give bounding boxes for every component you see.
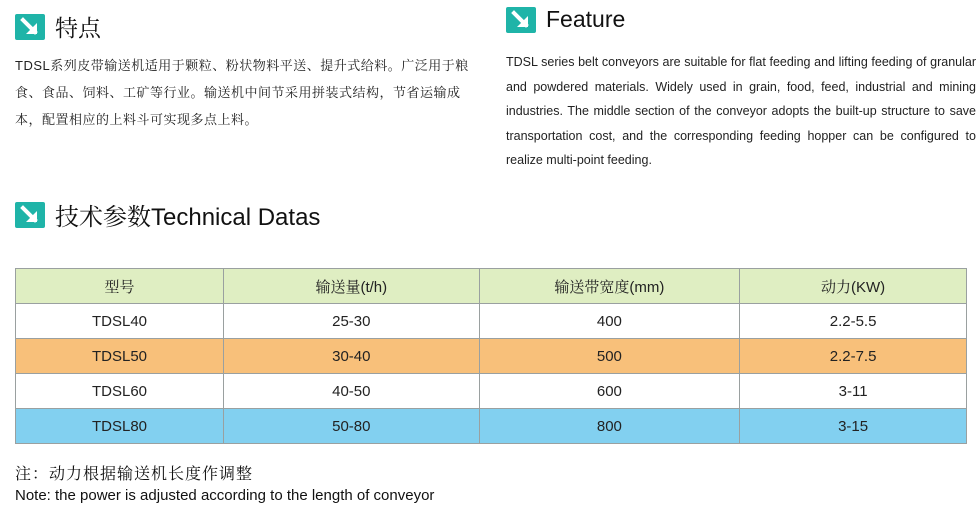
cell-belt-width: 800 (479, 409, 740, 444)
features-heading (15, 10, 101, 43)
header-model: 型号 (16, 269, 224, 304)
feature-heading-en (506, 6, 625, 33)
cell-model: TDSL80 (16, 409, 224, 444)
cell-power: 2.2-7.5 (740, 339, 967, 374)
note-en: Note: the power is adjusted according to the length of conveyor (15, 487, 435, 504)
note (15, 464, 434, 506)
cell-capacity: 50-80 (224, 409, 480, 444)
cell-power: 3-11 (740, 374, 967, 409)
cell-model: TDSL50 (16, 339, 224, 374)
features-text-cn: TDSL系列皮带输送机适用于颗粒、粉状物料平送、提升式给料。广泛用于粮食、食品、饲料、工矿等行业。输送机中间节采用拼装式结构，节省运输成本，配置相应的上料斗可实现多点上料。 (15, 58, 469, 127)
feature-title-en: Feature (546, 6, 626, 32)
cell-capacity: 40-50 (224, 374, 480, 409)
spec-table (15, 268, 967, 444)
arrow-down-right-icon (506, 7, 536, 33)
cell-model: TDSL60 (16, 374, 224, 409)
arrow-down-right-icon (15, 202, 45, 228)
feature-text-en: TDSL series belt conveyors are suitable for flat feeding and lifting feeding of granular and powdered materials. Widely used in grain, food, feed, industrial and mining industries. The middle section of the conveyor adopts the built-up structure to save transportation cost, and the corresponding feeding hopper can be configured to realize multi-point feeding. (506, 55, 976, 167)
table-row (16, 374, 967, 409)
table-row (16, 339, 967, 374)
cell-capacity: 30-40 (224, 339, 480, 374)
features-title: 特点 (55, 15, 101, 41)
cell-belt-width: 400 (479, 304, 740, 339)
header-power: 动力(KW) (740, 269, 967, 304)
cell-model: TDSL40 (16, 304, 224, 339)
header-belt-width: 输送带宽度(mm) (479, 269, 740, 304)
cell-belt-width: 500 (479, 339, 740, 374)
cell-capacity: 25-30 (224, 304, 480, 339)
note-cn: 注：动力根据输送机长度作调整 (15, 466, 254, 483)
cell-power: 3-15 (740, 409, 967, 444)
arrow-down-right-icon (15, 14, 45, 40)
tech-heading (15, 197, 320, 232)
table-row (16, 304, 967, 339)
cell-power: 2.2-5.5 (740, 304, 967, 339)
table-row (16, 409, 967, 444)
table-header-row (16, 269, 967, 304)
header-capacity: 输送量(t/h) (224, 269, 480, 304)
cell-belt-width: 600 (479, 374, 740, 409)
tech-title: 技术参数Technical Datas (55, 204, 321, 231)
